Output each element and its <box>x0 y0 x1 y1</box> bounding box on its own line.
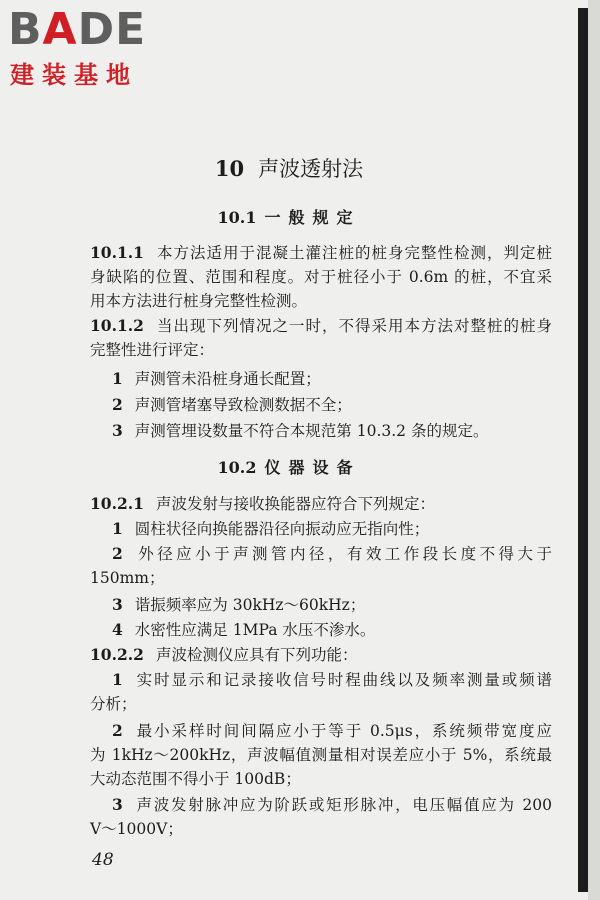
section-title-10-1: 10.1 一般规定 <box>217 208 361 227</box>
clause-10-2-1-item-2: 2 外径应小于声测管内径，有效工作段长度不得大于 <box>112 544 552 563</box>
clause-10-1-1-line-1: 10.1.1 本方法适用于混凝土灌注桩的桩身完整性检测，判定桩 <box>90 243 552 262</box>
clause-10-1-1-line-2: 身缺陷的位置、范围和程度。对于桩径小于 0.6m 的桩，不宜采 <box>90 268 552 286</box>
clause-10-1-2-line-1: 10.1.2 当出现下列情况之一时，不得采用本方法对整桩的桩身 <box>90 316 552 335</box>
section-title-10-2: 10.2 仪器设备 <box>217 458 361 477</box>
clause-10-1-2-item-3: 3 声测管埋设数量不符合本规范第 10.3.2 条的规定。 <box>112 421 489 440</box>
clause-10-2-1-item-3: 3 谐振频率应为 30kHz～60kHz； <box>112 595 366 614</box>
clause-10-2-2-item-1-cont: 分析； <box>90 695 137 713</box>
chapter-number: 10 <box>214 156 245 181</box>
page-number: 48 <box>92 850 114 870</box>
clause-10-1-2-item-2: 2 声测管堵塞导致检测数据不全； <box>112 395 352 414</box>
clause-10-1-2-item-1: 1 声测管未沿桩身通长配置； <box>112 369 321 388</box>
clause-10-2-2-item-1: 1 实时显示和记录接收信号时程曲线以及频率测量或频谱 <box>112 670 552 689</box>
clause-10-2-2-item-3: 3 声波发射脉冲应为阶跃或矩形脉冲，电压幅值应为 200 <box>112 795 552 814</box>
clause-10-2-2-lead: 10.2.2 声波检测仪应具有下列功能： <box>90 645 358 664</box>
logo-wordmark: BADE <box>8 4 147 55</box>
logo <box>8 4 178 90</box>
chapter-title <box>0 155 578 183</box>
page-edge-bar <box>578 8 588 892</box>
clause-10-2-1-lead: 10.2.1 声波发射与接收换能器应符合下列规定： <box>90 494 435 513</box>
clause-10-2-1-item-4: 4 水密性应满足 1MPa 水压不渗水。 <box>112 620 376 639</box>
page-edge-shade <box>588 0 600 900</box>
logo-subtitle: 建装基地 <box>10 61 138 89</box>
clause-10-2-2-item-3-cont: V～1000V； <box>90 820 183 838</box>
clause-10-2-2-item-2-cont-1: 为 1kHz～200kHz，声波幅值测量相对误差应小于 5%，系统最 <box>90 746 552 764</box>
clause-10-2-2-item-2: 2 最小采样时间间隔应小于等于 0.5μs，系统频带宽度应 <box>112 721 552 740</box>
clause-10-2-1-item-1: 1 圆柱状径向换能器沿径向振动应无指向性； <box>112 519 430 538</box>
clause-10-1-1-line-3: 用本方法进行桩身完整性检测。 <box>90 292 308 310</box>
clause-10-2-2-item-2-cont-2: 大动态范围不得小于 100dB； <box>90 770 301 788</box>
clause-10-2-1-item-2-cont: 150mm； <box>90 569 165 587</box>
clause-10-1-2-line-2: 完整性进行评定： <box>90 341 215 359</box>
chapter-name: 声波透射法 <box>258 157 364 181</box>
